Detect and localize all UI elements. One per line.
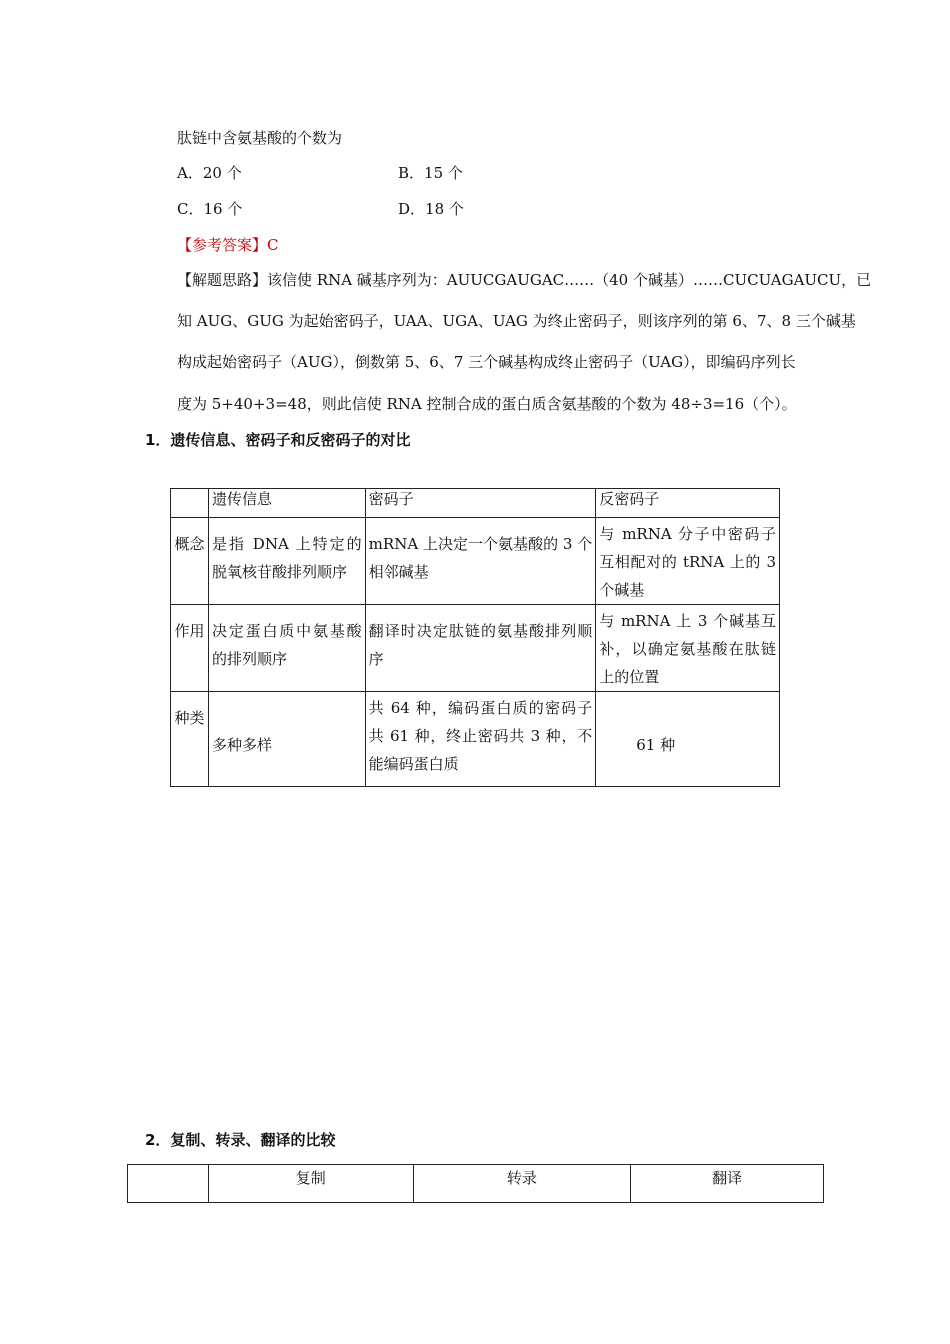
section-title: 1．遗传信息、密码子和反密码子的对比 [145, 431, 411, 449]
row-label: 种类 [171, 692, 209, 787]
table-cell: 翻译时决定肽链的氨基酸排列顺序 [365, 605, 596, 692]
table-cell: 与 mRNA 上 3 个碱基互补，以确定氨基酸在肽链上的位置 [596, 605, 780, 692]
header-cell: 翻译 [631, 1165, 824, 1203]
table-cell: 61 种 [596, 692, 780, 787]
table-cell: 决定蛋白质中氨基酸的排列顺序 [208, 605, 365, 692]
option-b: B．15 个 [398, 164, 463, 182]
comparison-table [170, 488, 780, 787]
table-cell: mRNA 上决定一个氨基酸的 3 个相邻碱基 [365, 518, 596, 605]
header-cell: 密码子 [365, 489, 596, 518]
table-row [171, 605, 780, 692]
question-stem: 肽链中含氨基酸的个数为 [177, 129, 343, 147]
header-cell: 反密码子 [596, 489, 780, 518]
table-row [171, 518, 780, 605]
table-cell: 多种多样 [208, 692, 365, 787]
header-cell [128, 1165, 209, 1203]
analysis-line: 【解题思路】该信使 RNA 碱基序列为：AUUCGAUGAC……（40 个碱基）……CUCUAGAUCU，已 [177, 271, 872, 289]
reference-answer: 【参考答案】C [177, 236, 279, 254]
table-cell: 是指 DNA 上特定的脱氧核苷酸排列顺序 [208, 518, 365, 605]
header-cell: 遗传信息 [208, 489, 365, 518]
row-label: 作用 [171, 605, 209, 692]
option-a: A．20 个 [177, 164, 242, 182]
header-cell: 复制 [208, 1165, 413, 1203]
table-row [171, 692, 780, 787]
header-cell [171, 489, 209, 518]
table-cell: 与 mRNA 分子中密码子互相配对的 tRNA 上的 3 个碱基 [596, 518, 780, 605]
option-c: C．16 个 [177, 200, 243, 218]
analysis-line: 度为 5+40+3=48，则此信使 RNA 控制合成的蛋白质含氨基酸的个数为 48÷3=16（个）。 [177, 395, 797, 413]
header-cell: 转录 [413, 1165, 631, 1203]
analysis-line: 构成起始密码子（AUG），倒数第 5、6、7 三个碱基构成终止密码子（UAG），即编码序列长 [177, 353, 796, 371]
section-title: 2．复制、转录、翻译的比较 [145, 1131, 336, 1149]
analysis-line: 知 AUG、GUG 为起始密码子，UAA、UGA、UAG 为终止密码子，则该序列的第 6、7、8 三个碱基 [177, 312, 856, 330]
option-d: D．18 个 [398, 200, 464, 218]
table-header-row [171, 489, 780, 518]
table-header-row [128, 1165, 824, 1203]
row-label: 概念 [171, 518, 209, 605]
table-cell: 共 64 种，编码蛋白质的密码子共 61 种，终止密码共 3 种，不能编码蛋白质 [365, 692, 596, 787]
comparison-table-2 [127, 1164, 824, 1203]
